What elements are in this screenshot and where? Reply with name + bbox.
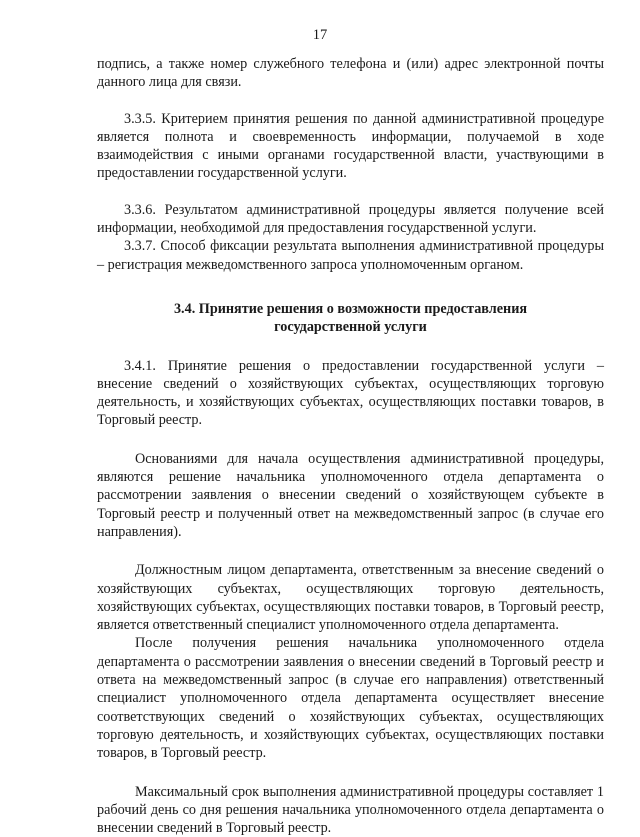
section-heading-line-1: 3.4. Принятие решения о возможности предоставления [97,300,604,318]
section-heading-line-2: государственной услуги [97,318,604,336]
paragraph-max-term: Максимальный срок выполнения административной процедуры составляет 1 рабочий день со дня решения начальника уполномоченного отдела департамента о внесении сведений в Торговый реестр. [97,783,604,837]
paragraph-after-decision: После получения решения начальника уполномоченного отдела департамента о рассмотрении заявления о внесении сведений в Торговый реестр и ответа на межведомственный запрос (в случае его направления) ответственный специалист уполномоченного отдела департамента осуществляет внесение соответствующих сведений о хозяйствующих субъектах, осуществляющих торговую деятельность, и хозяйствующих субъектах, осуществляющих поставки товаров, в Торговый реестр. [97,634,604,762]
paragraph-3-3-6: 3.3.6. Результатом административной процедуры является получение всей информации, необходимой для предоставления государственной услуги. [97,201,604,238]
paragraph-responsible-official: Должностным лицом департамента, ответственным за внесение сведений о хозяйствующих субъектах, осуществляющих торговую деятельность, хозяйствующих субъектах, осуществляющих поставки товаров, в Торговый реестр, является ответственный специалист уполномоченного отдела департамента. [97,561,604,634]
paragraph-contact-continuation: подпись, а также номер служебного телефона и (или) адрес электронной почты данного лица для связи. [97,55,604,92]
page-number: 17 [0,26,640,44]
paragraph-3-3-7: 3.3.7. Способ фиксации результата выполнения административной процедуры – регистрация межведомственного запроса уполномоченным органом. [97,237,604,274]
paragraph-3-4-1: 3.4.1. Принятие решения о предоставлении государственной услуги – внесение сведений о хозяйствующих субъектах, осуществляющих торговую деятельность, и хозяйствующих субъектах, осуществляющих поставки товаров, в Торговый реестр. [97,357,604,430]
paragraph-3-3-5: 3.3.5. Критерием принятия решения по данной административной процедуре является полнота и своевременность информации, получаемой в ходе взаимодействия с иными органами государственной власти, участвующими в предоставлении государственной услуги. [97,110,604,183]
section-heading-3-4 [97,300,604,337]
paragraph-grounds: Основаниями для начала осуществления административной процедуры, являются решение начальника уполномоченного отдела департамента о рассмотрении заявления о внесении сведений о хозяйствующем субъекте в Торговый реестр и полученный ответ на межведомственный запрос (в случае его направления). [97,450,604,541]
page-body [97,55,604,837]
